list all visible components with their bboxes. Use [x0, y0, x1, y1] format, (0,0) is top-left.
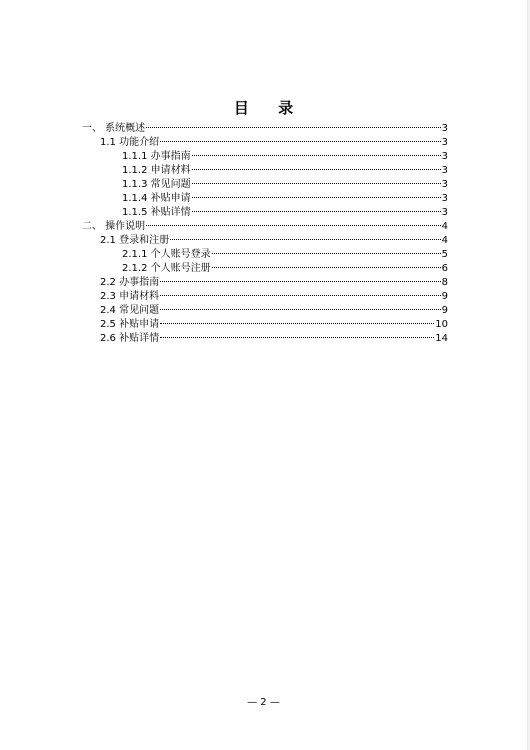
toc-entry-page-number: 3: [441, 123, 448, 134]
toc-dot-leader: [170, 239, 441, 240]
toc-entry-label: 1.1 功能介绍: [100, 137, 160, 148]
toc-entry[interactable]: [82, 220, 448, 234]
toc-entry-label: 一、 系统概述: [82, 123, 146, 134]
toc-entry-label: 1.1.4 补贴申请: [122, 193, 191, 204]
toc-entry[interactable]: [82, 248, 448, 262]
toc-entry-label: 1.1.5 补贴详情: [122, 207, 191, 218]
toc-entry[interactable]: [82, 122, 448, 136]
toc-title: 目 录: [233, 99, 306, 117]
toc-entry[interactable]: [82, 206, 448, 220]
toc-dot-leader: [192, 197, 441, 198]
toc-dot-leader: [192, 183, 441, 184]
toc-dot-leader: [192, 155, 441, 156]
toc-entry[interactable]: [82, 276, 448, 290]
toc-entry[interactable]: [82, 136, 448, 150]
page-number: — 2 —: [247, 697, 280, 708]
toc-entry-page-number: 8: [441, 277, 448, 288]
toc-dot-leader: [160, 141, 441, 142]
toc-entry[interactable]: [82, 192, 448, 206]
toc-entry[interactable]: [82, 178, 448, 192]
table-of-contents: [82, 122, 448, 346]
toc-entry-label: 2.2 办事指南: [100, 277, 160, 288]
toc-entry-page-number: 5: [441, 249, 448, 260]
toc-entry-page-number: 10: [435, 319, 448, 330]
toc-entry[interactable]: [82, 262, 448, 276]
toc-entry-page-number: 9: [441, 305, 448, 316]
toc-dot-leader: [146, 225, 440, 226]
toc-entry-label: 1.1.1 办事指南: [122, 151, 191, 162]
toc-entry-label: 2.1 登录和注册: [100, 235, 170, 246]
toc-entry[interactable]: [82, 332, 448, 346]
toc-entry-page-number: 4: [441, 221, 448, 232]
toc-dot-leader: [160, 323, 434, 324]
toc-entry-label: 2.5 补贴申请: [100, 319, 160, 330]
toc-dot-leader: [160, 337, 434, 338]
toc-entry[interactable]: [82, 150, 448, 164]
toc-entry-label: 二、 操作说明: [82, 221, 146, 232]
toc-entry-page-number: 3: [441, 179, 448, 190]
toc-entry-page-number: 3: [441, 207, 448, 218]
toc-entry-label: 2.6 补贴详情: [100, 333, 160, 344]
toc-dot-leader: [212, 253, 441, 254]
toc-entry-label: 2.1.1 个人账号登录: [122, 249, 211, 260]
toc-entry[interactable]: [82, 234, 448, 248]
toc-entry-page-number: 3: [441, 137, 448, 148]
toc-entry-page-number: 6: [441, 263, 448, 274]
toc-entry-page-number: 3: [441, 193, 448, 204]
toc-entry-label: 1.1.3 常见问题: [122, 179, 191, 190]
toc-dot-leader: [192, 169, 441, 170]
toc-entry-page-number: 9: [441, 291, 448, 302]
toc-dot-leader: [146, 127, 440, 128]
toc-entry-label: 1.1.2 申请材料: [122, 165, 191, 176]
toc-entry-label: 2.1.2 个人账号注册: [122, 263, 211, 274]
toc-entry[interactable]: [82, 164, 448, 178]
toc-entry-page-number: 3: [441, 165, 448, 176]
toc-entry-page-number: 3: [441, 151, 448, 162]
toc-entry[interactable]: [82, 304, 448, 318]
toc-entry-label: 2.3 申请材料: [100, 291, 160, 302]
toc-dot-leader: [160, 295, 441, 296]
toc-dot-leader: [212, 267, 441, 268]
toc-dot-leader: [160, 281, 441, 282]
toc-dot-leader: [160, 309, 441, 310]
toc-dot-leader: [192, 211, 441, 212]
toc-entry-label: 2.4 常见问题: [100, 305, 160, 316]
toc-entry-page-number: 4: [441, 235, 448, 246]
toc-entry-page-number: 14: [435, 333, 448, 344]
toc-entry[interactable]: [82, 318, 448, 332]
toc-entry[interactable]: [82, 290, 448, 304]
